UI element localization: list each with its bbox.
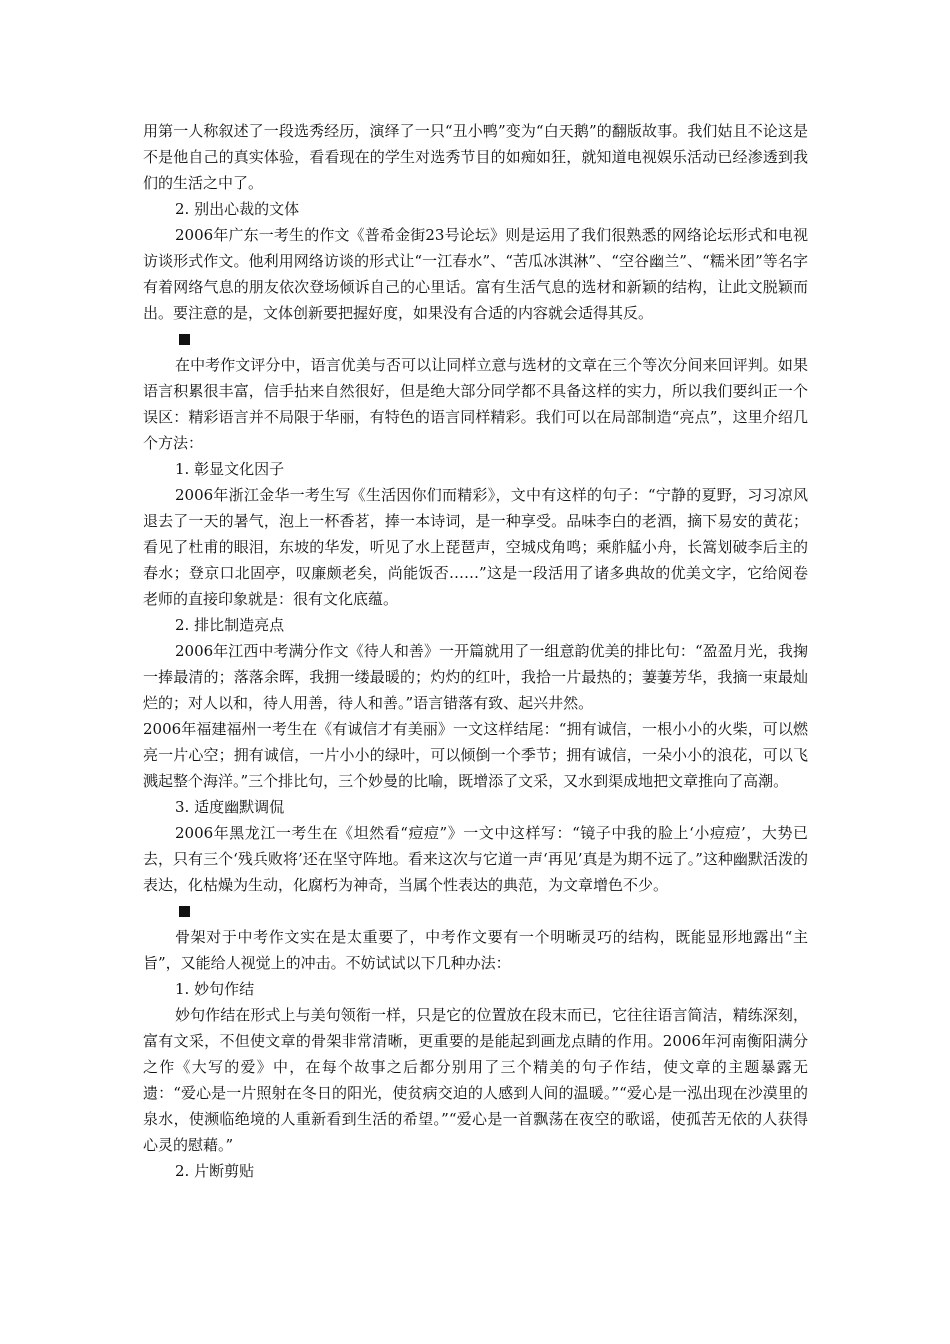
paragraph: 2006年广东一考生的作文《普希金街23号论坛》则是运用了我们很熟悉的网络论坛形式和电视访谈形式作文。他利用网络访谈的形式让“一江春水”、“苦瓜冰淇淋”、“空谷幽兰”、“糯米团”等名字有着网络气息的朋友依次登场倾诉自己的心里话。富有生活气息的选材和新颖的结构，让此文脱颖而出。要注意的是，文体创新要把握好度，如果没有合适的内容就会适得其反。: [143, 226, 808, 322]
paragraph: 骨架对于中考作文实在是太重要了，中考作文要有一个明晰灵巧的结构，既能显形地露出“主旨”，又能给人视觉上的冲击。不妨试试以下几种办法：: [143, 928, 808, 972]
paragraph: 2006年江西中考满分作文《待人和善》一开篇就用了一组意韵优美的排比句：“盈盈月光，我掬一捧最清的；落落余晖，我拥一缕最暖的；灼灼的红叶，我拾一片最热的；萋萋芳华，我摘一束最灿烂的；对人以和，待人用善，待人和善。”语言错落有致、起兴井然。: [143, 642, 808, 712]
section-marker: [143, 898, 808, 924]
black-square-icon: [179, 334, 190, 345]
paragraph: 2006年浙江金华一考生写《生活因你们而精彩》，文中有这样的句子：“宁静的夏野，习习凉风退去了一天的暑气，泡上一杯香茗，捧一本诗词，是一种享受。品味李白的老酒，摘下易安的黄花；看见了杜甫的眼泪，东坡的华发，听见了水上琵琶声，空城戍角鸣；乘舴艋小舟，长篙划破李后主的春水；登京口北固亭，叹廉颇老矣，尚能饭否……”这是一段活用了诸多典故的优美文字，它给阅卷老师的直接印象就是：很有文化底蕴。: [143, 486, 808, 608]
section-heading: 3. 适度幽默调侃: [175, 798, 285, 816]
black-square-icon: [179, 906, 190, 917]
document-body: [143, 118, 808, 1184]
paragraph: 用第一人称叙述了一段选秀经历，演绎了一只“丑小鸭”变为“白天鹅”的翻版故事。我们姑且不论这是不是他自己的真实体验，看看现在的学生对选秀节目的如痴如狂，就知道电视娱乐活动已经渗透到我们的生活之中了。: [143, 122, 808, 192]
paragraph: 2006年黑龙江一考生在《坦然看“痘痘”》一文中这样写：“镜子中我的脸上‘小痘痘’，大势已去，只有三个‘残兵败将’还在坚守阵地。看来这次与它道一声‘再见’真是为期不远了。”这种幽默活泼的表达，化枯燥为生动，化腐朽为神奇，当属个性表达的典范，为文章增色不少。: [143, 824, 808, 894]
paragraph: 妙句作结在形式上与美句领衔一样，只是它的位置放在段末而已，它往往语言简洁，精练深刻，富有文采，不但使文章的骨架非常清晰，更重要的是能起到画龙点睛的作用。2006年河南衡阳满分之作《大写的爱》中，在每个故事之后都分别用了三个精美的句子作结，使文章的主题暴露无遗：“爱心是一片照射在冬日的阳光，使贫病交迫的人感到人间的温暖。”“爱心是一泓出现在沙漠里的泉水，使濒临绝境的人重新看到生活的希望。”“爱心是一首飘荡在夜空的歌谣，使孤苦无依的人获得心灵的慰藉。”: [143, 1006, 808, 1154]
section-heading: 1. 妙句作结: [175, 980, 255, 998]
section-marker: [143, 326, 808, 352]
paragraph: 2006年福建福州一考生在《有诚信才有美丽》一文这样结尾：“拥有诚信，一根小小的火柴，可以燃亮一片心空；拥有诚信，一片小小的绿叶，可以倾倒一个季节；拥有诚信，一朵小小的浪花，可以飞溅起整个海洋。”三个排比句，三个妙曼的比喻，既增添了文采，又水到渠成地把文章推向了高潮。: [143, 720, 808, 790]
paragraph: 在中考作文评分中，语言优美与否可以让同样立意与选材的文章在三个等次分间来回评判。如果语言积累很丰富，信手拈来自然很好，但是绝大部分同学都不具备这样的实力，所以我们要纠正一个误区：精彩语言并不局限于华丽，有特色的语言同样精彩。我们可以在局部制造“亮点”，这里介绍几个方法：: [143, 356, 808, 452]
section-heading: 1. 彰显文化因子: [175, 460, 285, 478]
section-heading: 2. 别出心裁的文体: [175, 200, 300, 218]
section-heading: 2. 排比制造亮点: [175, 616, 285, 634]
section-heading: 2. 片断剪贴: [175, 1162, 255, 1180]
